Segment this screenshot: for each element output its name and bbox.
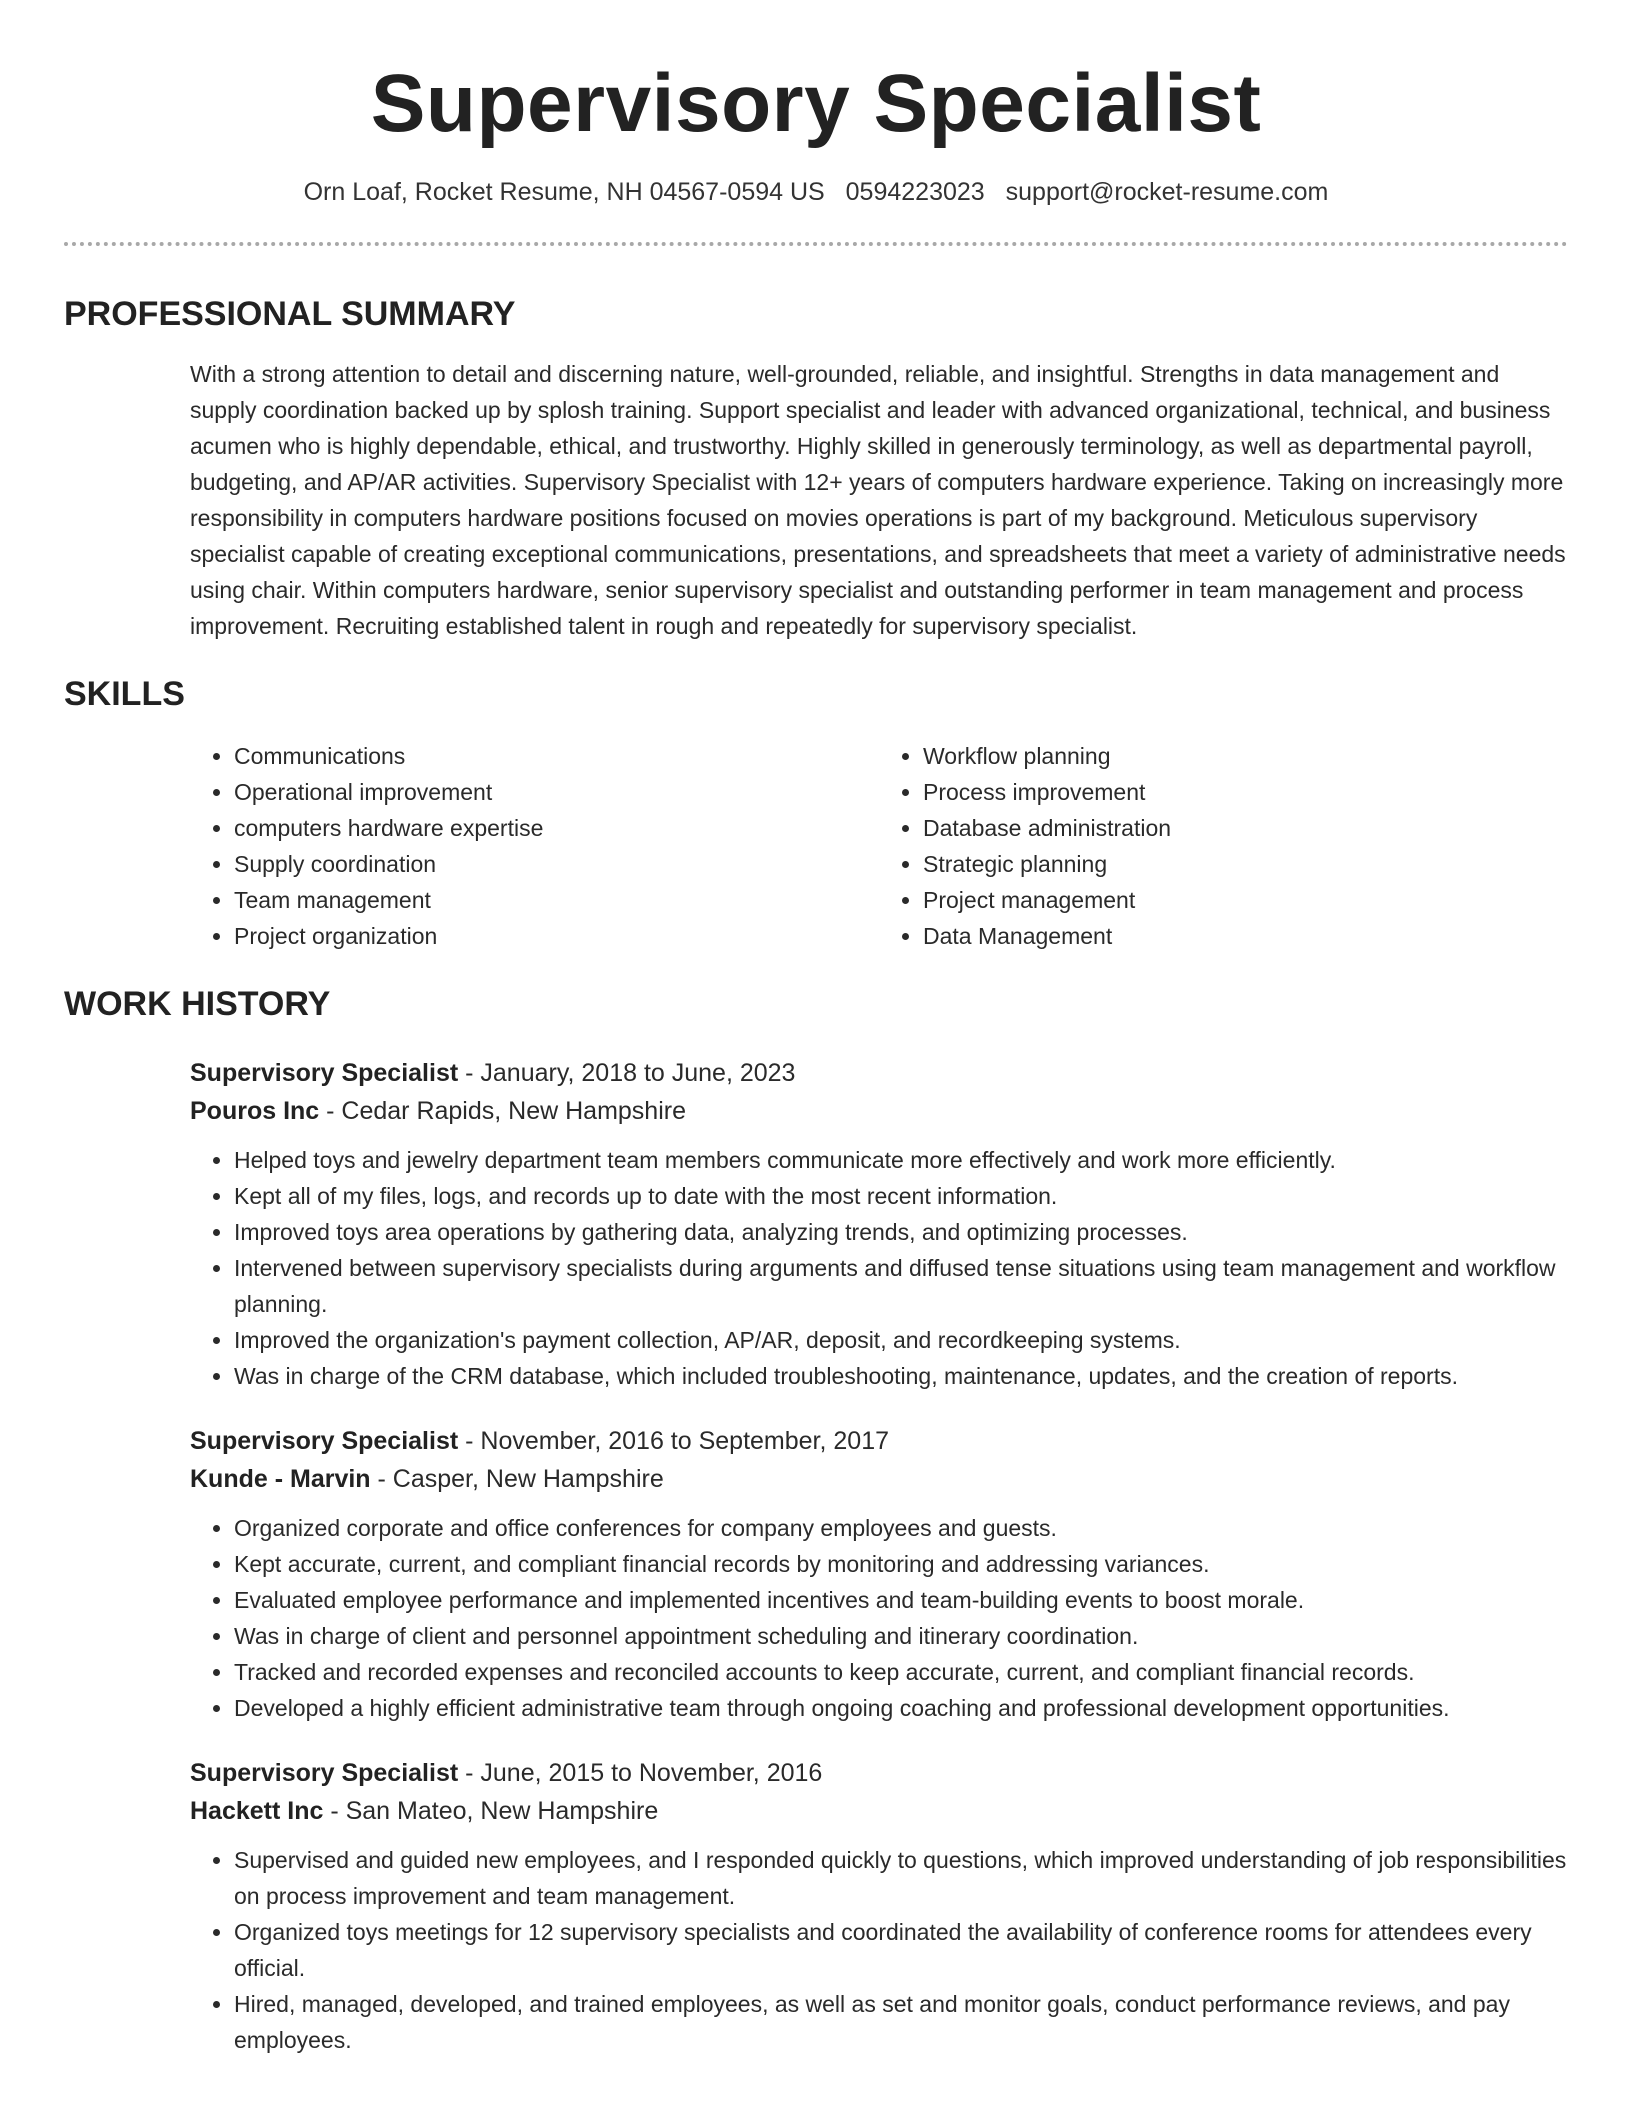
job-bullet: • Was in charge of the CRM database, which included troubleshooting, maintenance, updates, and the creation of reports. bbox=[234, 1358, 1568, 1394]
job-bullet: • Developed a highly efficient administrative team through ongoing coaching and professional development opportunities. bbox=[234, 1690, 1568, 1726]
job-company: Hackett Inc bbox=[190, 1797, 324, 1825]
skill-item: • Team management bbox=[234, 882, 879, 918]
contact-phone: 0594223023 bbox=[845, 178, 985, 206]
skills-left-column bbox=[190, 738, 879, 954]
job-dates: - November, 2016 to September, 2017 bbox=[458, 1427, 890, 1455]
job-bullets bbox=[190, 1510, 1568, 1726]
job-bullet: • Improved toys area operations by gathering data, analyzing trends, and optimizing processes. bbox=[234, 1214, 1568, 1250]
job-bullet: • Kept all of my files, logs, and records up to date with the most recent information. bbox=[234, 1178, 1568, 1214]
job-bullet: • Evaluated employee performance and implemented incentives and team-building events to boost morale. bbox=[234, 1582, 1568, 1618]
contact-line bbox=[64, 176, 1568, 208]
summary-text: With a strong attention to detail and discerning nature, well-grounded, reliable, and insightful. Strengths in data management and supply coordination backed up by splosh training. Support specialist and leader with advanced organizational, technical, and business acumen who is highly dependable, ethical, and trustworthy. Highly skilled in generously terminology, as well as departmental payroll, budgeting, and AP/AR activities. Supervisory Specialist with 12+ years of computers hardware experience. Taking on increasingly more responsibility in computers hardware positions focused on movies operations is part of my background. Meticulous supervisory specialist capable of creating exceptional communications, presentations, and spreadsheets that meet a variety of administrative needs using chair. Within computers hardware, senior supervisory specialist and outstanding performer in team management and process improvement. Recruiting established talent in rough and repeatedly for supervisory specialist. bbox=[190, 361, 1566, 639]
skill-item: • Operational improvement bbox=[234, 774, 879, 810]
job-dates: - June, 2015 to November, 2016 bbox=[458, 1759, 823, 1787]
skill-item: • Communications bbox=[234, 738, 879, 774]
job-role: Supervisory Specialist bbox=[190, 1059, 459, 1087]
header-divider bbox=[64, 242, 1568, 246]
job-company-line bbox=[190, 1460, 1568, 1498]
skills-right-column bbox=[879, 738, 1568, 954]
skill-item: • Project organization bbox=[234, 918, 879, 954]
job-role-line bbox=[190, 1754, 1568, 1792]
job-entry bbox=[190, 1422, 1568, 1726]
job-location: - Casper, New Hampshire bbox=[370, 1465, 664, 1493]
job-bullet: • Supervised and guided new employees, and I responded quickly to questions, which improved understanding of job responsibilities on process improvement and team management. bbox=[234, 1842, 1568, 1914]
skill-item: • Workflow planning bbox=[923, 738, 1568, 774]
skill-item: • Database administration bbox=[923, 810, 1568, 846]
skill-item: • Supply coordination bbox=[234, 846, 879, 882]
job-entry bbox=[190, 1054, 1568, 1394]
job-bullet: • Intervened between supervisory specialists during arguments and diffused tense situations using team management and workflow planning. bbox=[234, 1250, 1568, 1322]
job-company-line bbox=[190, 1792, 1568, 1830]
job-bullet: • Helped toys and jewelry department team members communicate more effectively and work more efficiently. bbox=[234, 1142, 1568, 1178]
job-role: Supervisory Specialist bbox=[190, 1759, 459, 1787]
skills-section bbox=[64, 672, 1568, 954]
work-history-heading: WORK HISTORY bbox=[64, 985, 331, 1023]
job-bullet: • Improved the organization's payment collection, AP/AR, deposit, and recordkeeping systems. bbox=[234, 1322, 1568, 1358]
contact-address: Orn Loaf, Rocket Resume, NH 04567-0594 US bbox=[303, 178, 825, 206]
job-role-line bbox=[190, 1054, 1568, 1092]
job-role: Supervisory Specialist bbox=[190, 1427, 459, 1455]
job-bullet: • Was in charge of client and personnel appointment scheduling and itinerary coordination. bbox=[234, 1618, 1568, 1654]
skill-item: • Process improvement bbox=[923, 774, 1568, 810]
job-entry bbox=[190, 1754, 1568, 2058]
resume-page bbox=[64, 0, 1568, 2058]
job-role-line bbox=[190, 1422, 1568, 1460]
work-history-section bbox=[64, 982, 1568, 2058]
summary-heading: PROFESSIONAL SUMMARY bbox=[64, 295, 516, 333]
job-company-line bbox=[190, 1092, 1568, 1130]
job-bullet: • Hired, managed, developed, and trained employees, as well as set and monitor goals, conduct performance reviews, and pay employees. bbox=[234, 1986, 1568, 2058]
skill-item: • Project management bbox=[923, 882, 1568, 918]
skill-item: • Data Management bbox=[923, 918, 1568, 954]
job-bullet: • Tracked and recorded expenses and reconciled accounts to keep accurate, current, and compliant financial records. bbox=[234, 1654, 1568, 1690]
job-company: Pouros Inc bbox=[190, 1097, 320, 1125]
skills-grid bbox=[190, 738, 1568, 954]
contact-email[interactable]: support@rocket-resume.com bbox=[1005, 178, 1329, 206]
summary-section bbox=[64, 292, 1568, 644]
job-location: - San Mateo, New Hampshire bbox=[323, 1797, 659, 1825]
job-bullet: • Organized toys meetings for 12 supervisory specialists and coordinated the availability of conference rooms for attendees every official. bbox=[234, 1914, 1568, 1986]
job-bullet: • Kept accurate, current, and compliant financial records by monitoring and addressing variances. bbox=[234, 1546, 1568, 1582]
job-bullets bbox=[190, 1842, 1568, 2058]
skills-heading: SKILLS bbox=[64, 675, 185, 713]
job-bullet: • Organized corporate and office conferences for company employees and guests. bbox=[234, 1510, 1568, 1546]
resume-header bbox=[64, 0, 1568, 208]
job-dates: - January, 2018 to June, 2023 bbox=[458, 1059, 796, 1087]
job-company: Kunde - Marvin bbox=[190, 1465, 371, 1493]
skill-item: • computers hardware expertise bbox=[234, 810, 879, 846]
candidate-name: Supervisory Specialist bbox=[370, 58, 1262, 149]
job-bullets bbox=[190, 1142, 1568, 1394]
skill-item: • Strategic planning bbox=[923, 846, 1568, 882]
job-location: - Cedar Rapids, New Hampshire bbox=[319, 1097, 686, 1125]
